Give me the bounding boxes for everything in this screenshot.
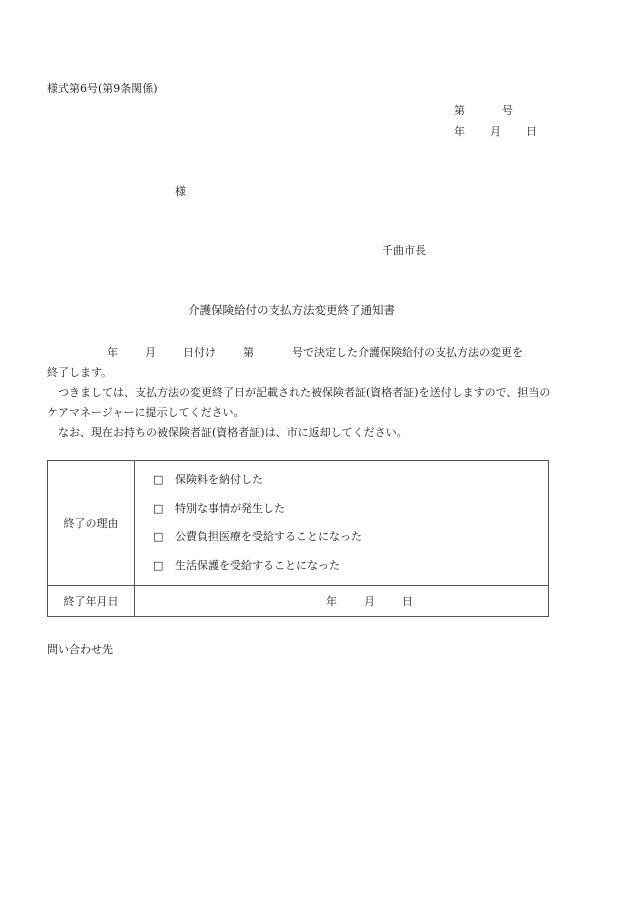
- date-month: 月: [490, 125, 501, 138]
- body-line-1-rest: 号で決定した介護保険給付の支払方法の変更を: [292, 346, 523, 359]
- checkbox-icon[interactable]: □: [153, 530, 164, 543]
- recipient-honorific: 様: [175, 185, 186, 198]
- end-date-row: [48, 586, 549, 617]
- reason-label: 終了の理由: [48, 461, 135, 586]
- body-day: 日付け: [183, 346, 216, 359]
- reason-option-label: 保険料を納付した: [175, 473, 263, 486]
- end-date-label: 終了年月日: [48, 586, 135, 617]
- body-number-prefix: 第: [243, 346, 254, 359]
- body-line-1: [47, 343, 557, 363]
- body-year: 年: [107, 346, 118, 359]
- contact-label: 問い合わせ先: [47, 643, 113, 656]
- end-reason-table: [47, 460, 549, 617]
- reason-option[interactable]: [153, 552, 548, 581]
- checkbox-icon[interactable]: □: [153, 558, 164, 572]
- reason-option-label: 特別な事情が発生した: [175, 501, 285, 515]
- end-date-field[interactable]: [135, 586, 549, 617]
- body-paragraph-2: つきましては、支払方法の変更終了日が記載された被保険者証(資格者証)を送付しますので、担当のケアマネージャーに提示してください。: [47, 386, 551, 419]
- reason-option[interactable]: [153, 495, 548, 524]
- reason-option-label: 生活保護を受給することになった: [175, 558, 340, 572]
- date-year: 年: [454, 125, 465, 138]
- reason-row: [48, 461, 549, 586]
- body-paragraph-3: なお、現在お持ちの被保険者証(資格者証)は、市に返却してください。: [58, 426, 408, 439]
- document-body: [47, 343, 557, 443]
- reason-options: [135, 461, 549, 586]
- body-month: 月: [145, 346, 156, 359]
- checkbox-icon[interactable]: □: [153, 473, 164, 486]
- end-date-month: 月: [364, 595, 375, 608]
- body-line-1-cont: 終了します。: [47, 366, 113, 379]
- form-number: 様式第6号(第9条関係): [47, 82, 158, 95]
- reason-option[interactable]: [153, 523, 548, 552]
- checkbox-icon[interactable]: □: [153, 501, 164, 515]
- number-suffix: 号: [502, 104, 513, 117]
- issue-date: [454, 123, 537, 139]
- end-date-day: 日: [402, 595, 413, 608]
- date-day: 日: [526, 125, 537, 138]
- document-title: 介護保険給付の支払方法変更終了通知書: [188, 303, 395, 317]
- reason-option[interactable]: [153, 466, 548, 495]
- sender-name: 千曲市長: [382, 244, 426, 257]
- document-number: [454, 102, 513, 118]
- reason-option-label: 公費負担医療を受給することになった: [175, 530, 362, 543]
- end-date-year: 年: [326, 595, 337, 608]
- number-prefix: 第: [454, 104, 465, 117]
